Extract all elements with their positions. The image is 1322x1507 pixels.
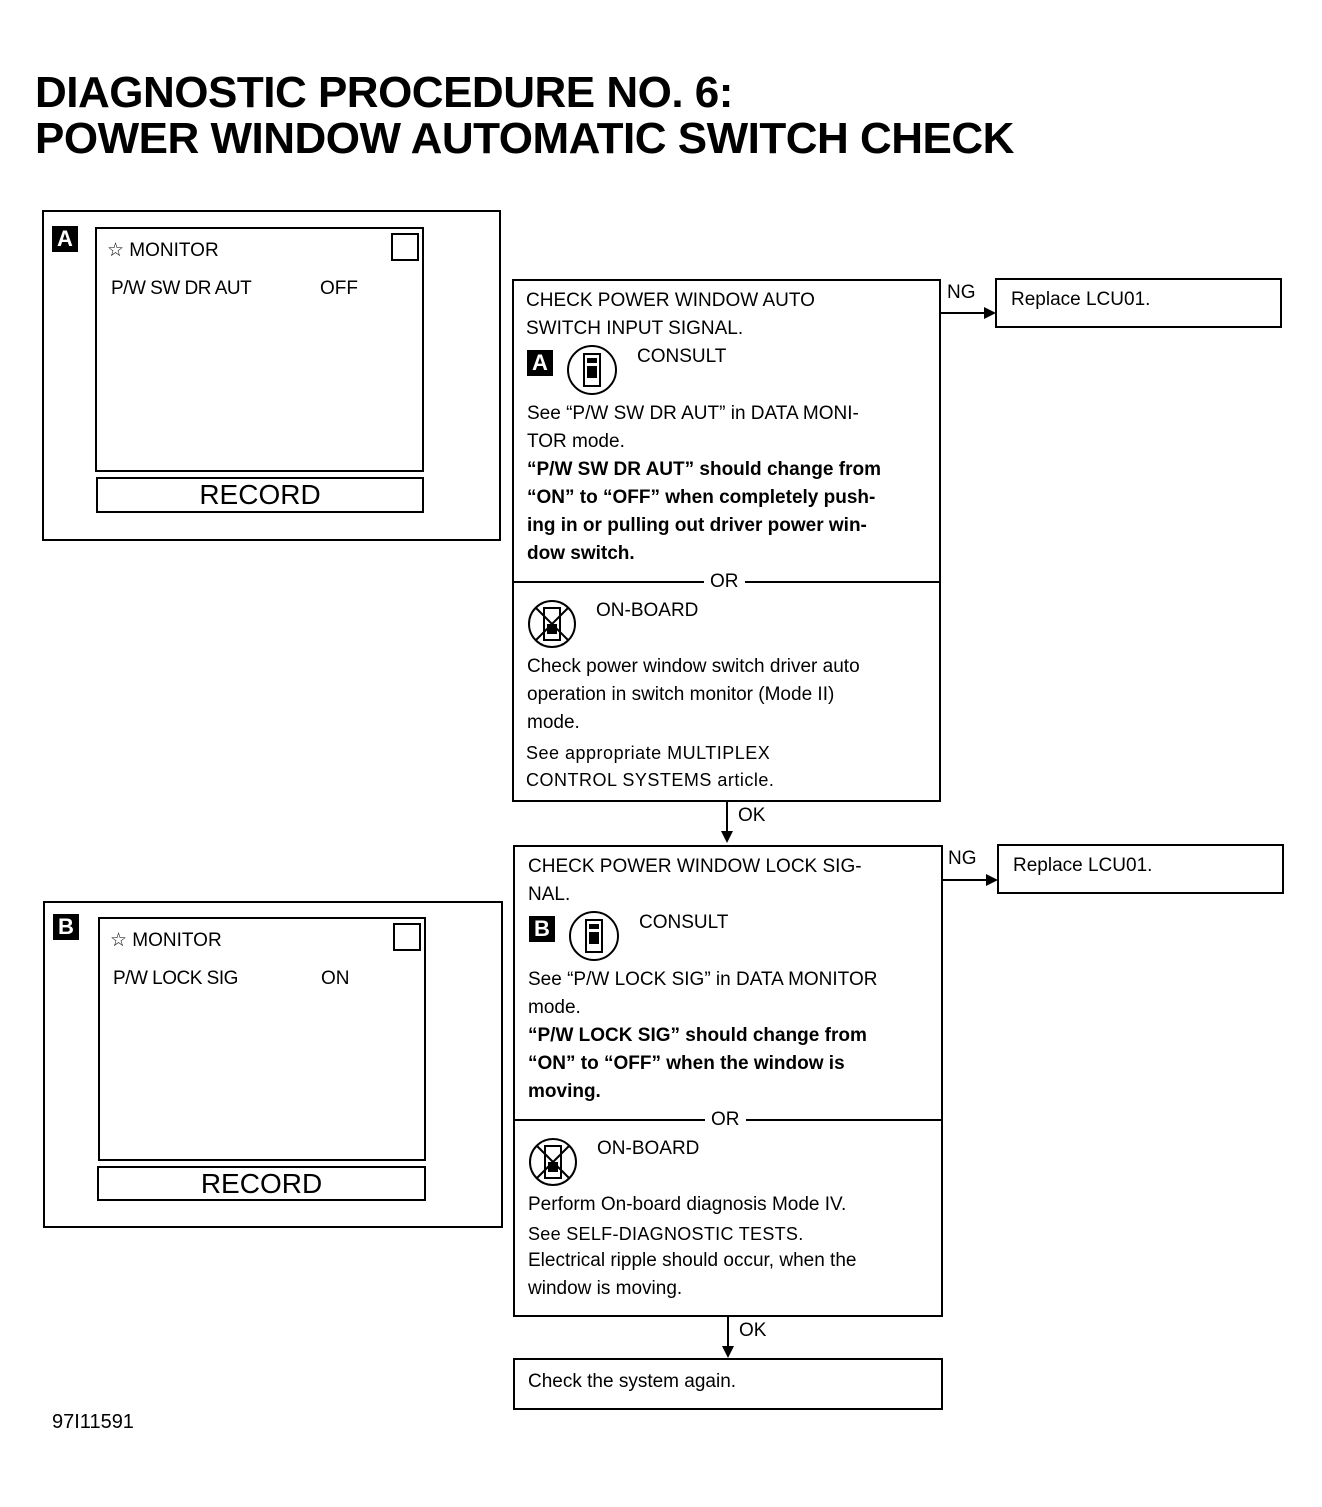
monitor-value-a: OFF [320, 278, 358, 299]
title-line-1: DIAGNOSTIC PROCEDURE NO. 6: [35, 68, 733, 117]
step2-bold-1: “P/W LOCK SIG” should change from [528, 1025, 867, 1046]
step2-ng: NG [948, 848, 977, 869]
consult-icon [566, 344, 618, 396]
monitor-value-b: ON [321, 968, 350, 989]
step1-see-1: See “P/W SW DR AUT” in DATA MONI- [527, 403, 859, 424]
step1-onboard-text-4: See appropriate MULTIPLEX [526, 743, 771, 763]
panel-a-label: A [52, 226, 78, 252]
step1-bold-1: “P/W SW DR AUT” should change from [527, 459, 881, 480]
step2-ok: OK [739, 1320, 767, 1341]
record-button-b[interactable]: RECORD [97, 1166, 426, 1201]
step1-bold-4: dow switch. [527, 543, 635, 564]
step1-onboard-text-1: Check power window switch driver auto [527, 656, 860, 677]
step1-ok: OK [738, 805, 766, 826]
panel-b-label: B [53, 914, 79, 940]
step2-bold-2: “ON” to “OFF” when the window is [528, 1053, 845, 1074]
step2-heading-1: CHECK POWER WINDOW LOCK SIG- [528, 856, 862, 877]
step1-bold-3: ing in or pulling out driver power win- [527, 515, 867, 536]
step1-see-2: TOR mode. [527, 431, 625, 452]
record-button-a[interactable]: RECORD [96, 477, 424, 513]
step1-ng-result: Replace LCU01. [1011, 289, 1151, 310]
step2-heading-2: NAL. [528, 884, 571, 905]
step1-onboard-text-3: mode. [527, 712, 580, 733]
step2-onboard: ON-BOARD [597, 1138, 700, 1159]
step1-heading-2: SWITCH INPUT SIGNAL. [526, 318, 744, 339]
step2-onboard-text-2: See SELF-DIAGNOSTIC TESTS. [528, 1224, 804, 1244]
monitor-title-b: ☆ MONITOR [110, 930, 222, 951]
step1-heading-1: CHECK POWER WINDOW AUTO [526, 290, 815, 311]
onboard-icon [526, 598, 578, 650]
step2-bold-3: moving. [528, 1081, 601, 1102]
step1-onboard: ON-BOARD [596, 600, 699, 621]
step2-consult: CONSULT [639, 912, 729, 933]
step2-onboard-text-3: Electrical ripple should occur, when the [528, 1250, 857, 1271]
step2-see-2: mode. [528, 997, 581, 1018]
step1-or: OR [704, 572, 745, 592]
step1-consult-label: A [527, 350, 553, 376]
title-line-2: POWER WINDOW AUTOMATIC SWITCH CHECK [35, 114, 1014, 163]
step1-onboard-text-2: operation in switch monitor (Mode II) [527, 684, 835, 705]
checkbox-icon [391, 233, 419, 261]
step2-onboard-text-4: window is moving. [528, 1278, 683, 1299]
final-text: Check the system again. [528, 1371, 737, 1392]
ok-arrow-line [727, 1317, 729, 1347]
step2-ng-result: Replace LCU01. [1013, 855, 1153, 876]
consult-icon [568, 910, 620, 962]
monitor-item-a: P/W SW DR AUT [111, 278, 252, 299]
arrow-down-icon [721, 831, 733, 843]
step2-or: OR [705, 1110, 746, 1130]
step1-ng: NG [947, 282, 976, 303]
step1-bold-2: “ON” to “OFF” when completely push- [527, 487, 876, 508]
onboard-icon [527, 1136, 579, 1188]
monitor-title-a: ☆ MONITOR [107, 240, 219, 261]
step1-consult: CONSULT [637, 346, 727, 367]
step2-see-1: See “P/W LOCK SIG” in DATA MONITOR [528, 969, 878, 990]
arrow-down-icon [722, 1346, 734, 1358]
monitor-item-b: P/W LOCK SIG [113, 968, 238, 989]
ok-arrow-line [726, 802, 728, 832]
checkbox-icon [393, 923, 421, 951]
ng-arrow-line [941, 312, 985, 314]
ng-arrow-line [943, 879, 987, 881]
step2-consult-label: B [529, 916, 555, 942]
step1-onboard-text-5: CONTROL SYSTEMS article. [526, 770, 775, 790]
figure-id: 97I11591 [52, 1411, 134, 1433]
step2-onboard-text-1: Perform On-board diagnosis Mode IV. [528, 1194, 847, 1215]
